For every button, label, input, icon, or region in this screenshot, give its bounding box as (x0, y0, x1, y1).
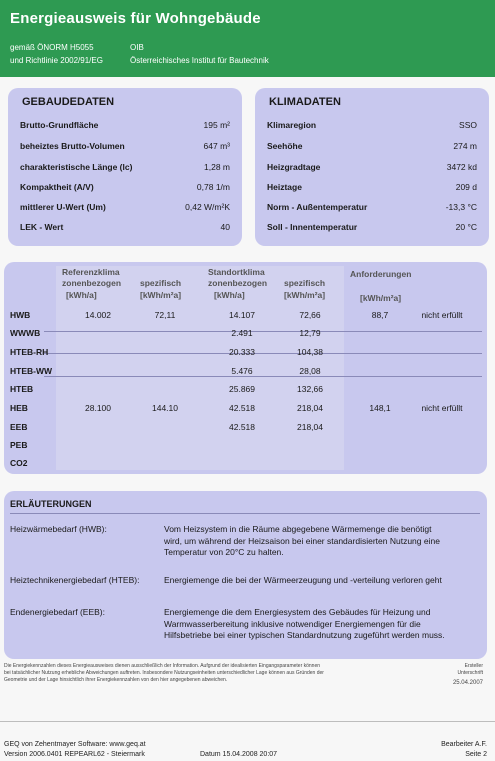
page-number: Seite 2 (465, 751, 487, 758)
data-row (20, 182, 230, 194)
oib-label: OIB (130, 43, 144, 52)
row-label: beheiztes Brutto-Volumen (20, 141, 125, 151)
status-value: nicht erfüllt (421, 310, 463, 320)
row-label: LEK - Wert (20, 222, 64, 232)
ref-unit-spec: [kWh/m²a] (140, 290, 182, 300)
row-value: 209 d (455, 182, 477, 192)
std-unit-zone: [kWh/a] (214, 290, 245, 300)
row-label: Heiztage (267, 182, 302, 192)
std-header-spec: spezifisch (284, 278, 326, 288)
erlaeuterungen-title: ERLÄUTERUNGEN (10, 499, 92, 509)
std-zone-value: 14.107 (229, 310, 255, 320)
stamp-label: Unterschrift (457, 670, 483, 676)
row-value: 20 °C (455, 222, 477, 232)
directive-line: und Richtlinie 2002/91/EG (10, 56, 103, 65)
std-spec-value: 218,04 (297, 403, 323, 413)
std-zone-value: 2.491 (231, 328, 253, 338)
data-row (267, 120, 477, 132)
row-value: 274 m (453, 141, 477, 151)
erlaeuterungen-panel (4, 491, 487, 659)
definition-line: Energiemenge die dem Energiesystem des Gebäudes für Heizung und (164, 607, 431, 617)
norm-reference (10, 41, 103, 67)
anf-unit: [kWh/m²a] (360, 293, 402, 303)
institute-name: Österreichisches Institut für Bautechnik (130, 56, 269, 65)
definition-text (164, 524, 479, 559)
definition-line: Warmwasserbereitung inklusive notwendiger Energiemengen für die (164, 618, 421, 629)
stamp-label: Ersteller (464, 663, 483, 669)
row-label: Klimaregion (267, 120, 317, 130)
definition-line: Hilfsbetriebe bei einer typischen Standardnutzung zugeführt werden muss. (164, 630, 445, 640)
ref-spec-value: 72,11 (154, 310, 176, 320)
data-row (20, 202, 230, 214)
row-value: 195 m² (203, 120, 230, 130)
definition-term: Heiztechnikenergiebedarf (HTEB): (10, 575, 140, 585)
footer-divider (0, 721, 495, 722)
std-spec-value: 72,66 (299, 310, 321, 320)
disclaimer-line: Die Energiekennzahlen dieses Energieausweises dienen ausschließlich der Information. Aufgrund der idealisierten Eingangsparameter können (4, 663, 321, 669)
std-header-title: Standortklima (208, 267, 265, 277)
data-row (267, 141, 477, 153)
std-zone-value: 42.518 (229, 403, 255, 413)
row-value: -13,3 °C (445, 202, 477, 212)
gebaeudedaten-panel (8, 88, 242, 246)
row-label: PEB (10, 440, 28, 450)
std-zone-value: 20.333 (229, 347, 255, 357)
editor-info: Bearbeiter A.F. (441, 741, 487, 748)
row-value: 647 m³ (203, 141, 230, 151)
std-zone-value: 42.518 (229, 422, 255, 432)
row-label: Soll - Innentemperatur (267, 222, 358, 232)
software-credit: GEQ von Zehentmayer Software: www.geq.at (4, 741, 146, 748)
ref-header-title: Referenzklima (62, 267, 120, 277)
definition-line: Energiemenge die bei der Wärmeerzeugung und -verteilung verloren geht (164, 575, 442, 585)
row-label: HWB (10, 310, 31, 320)
row-label: Seehöhe (267, 141, 303, 151)
ref-spec-value: 144.10 (152, 403, 178, 413)
anf-header: Anforderungen (350, 269, 412, 279)
std-spec-value: 218,04 (297, 422, 323, 432)
status-value: nicht erfüllt (421, 403, 463, 413)
document-title: Energieausweis für Wohngebäude (10, 10, 261, 27)
req-value: 148,1 (369, 403, 391, 413)
data-row (267, 202, 477, 214)
row-value: 0,42 W/m²K (185, 202, 230, 212)
data-row (267, 162, 477, 174)
row-label: Kompaktheit (A/V) (20, 182, 94, 192)
row-label: Norm - Außentemperatur (267, 202, 368, 212)
definition-term: Heizwärmebedarf (HWB): (10, 524, 107, 534)
data-row (267, 222, 477, 234)
row-label: charakteristische Länge (lc) (20, 162, 133, 172)
row-label: Heizgradtage (267, 162, 321, 172)
std-spec-value: 12,79 (299, 328, 321, 338)
ref-header-spec: spezifisch (140, 278, 182, 288)
row-value: 1,28 m (204, 162, 230, 172)
header-banner (0, 0, 495, 77)
ref-zone-value: 14.002 (85, 310, 111, 320)
row-label: CO2 (10, 458, 28, 468)
row-label: Brutto-Grundfläche (20, 120, 99, 130)
data-row (20, 162, 230, 174)
ref-zone-value: 28.100 (85, 403, 111, 413)
std-zone-value: 5.476 (231, 366, 253, 376)
row-label: EEB (10, 422, 28, 432)
std-spec-value: 104,38 (297, 347, 323, 357)
date-info: Datum 15.04.2008 20:07 (200, 751, 278, 758)
definition-line: Temperatur von 20°C zu halten. (164, 547, 284, 557)
row-label: HTEB-WW (10, 366, 53, 376)
ref-header-zone: zonenbezogen (62, 278, 122, 288)
data-row (20, 222, 230, 234)
disclaimer-line: bei tatsächlicher Nutzung erhebliche Abweichungen auftreten. Insbesondere Nutzungseinheiten unterschiedlicher Lage können aus Gründen der (4, 670, 324, 676)
definition-text (164, 607, 479, 642)
definition-line: Vom Heizsystem in die Räume abgegebene Wärmemenge die benötigt (164, 524, 432, 534)
data-row (20, 120, 230, 132)
ref-unit-zone: [kWh/a] (66, 290, 97, 300)
row-value: SSO (459, 120, 477, 130)
row-label: HTEB (10, 384, 34, 394)
klimadaten-panel (255, 88, 489, 246)
definition-text (164, 575, 479, 587)
definition-term: Endenergiebedarf (EEB): (10, 607, 105, 617)
row-divider (44, 376, 482, 377)
row-value: 3472 kd (446, 162, 477, 172)
stamp-date: 25.04.2007 (452, 680, 483, 686)
std-unit-spec: [kWh/m²a] (284, 290, 326, 300)
std-spec-value: 132,66 (297, 384, 323, 394)
klimadaten-title: KLIMADATEN (269, 96, 341, 108)
institute-reference (130, 41, 269, 67)
row-label: WWWB (10, 328, 41, 338)
norm-line: gemäß ÖNORM H5055 (10, 43, 94, 52)
std-header (208, 267, 267, 289)
row-value: 40 (220, 222, 230, 232)
ref-header (62, 267, 121, 289)
data-row (20, 141, 230, 153)
data-row (267, 182, 477, 194)
row-label: HTEB-RH (10, 347, 49, 357)
disclaimer-line: Geometrie und der Lage hinsichtlich ihrer Energiekennzahlen von den hier angegebenen abweichen. (4, 677, 228, 683)
version-info: Version 2006.0401 REPEARL62 - Steiermark (4, 751, 145, 758)
std-zone-value: 25.869 (229, 384, 255, 394)
row-label: HEB (10, 403, 28, 413)
req-value: 88,7 (371, 310, 389, 320)
std-header-zone: zonenbezogen (208, 278, 268, 288)
row-value: 0,78 1/m (196, 182, 230, 192)
std-spec-value: 28,08 (299, 366, 321, 376)
definition-line: wird, um während der Heizsaison bei einer standardisierten Nutzung eine (164, 535, 440, 546)
gebaeudedaten-title: GEBAUDEDATEN (22, 96, 115, 108)
title-divider (10, 513, 480, 514)
energy-table-panel (4, 262, 487, 474)
row-label: mittlerer U-Wert (Um) (20, 202, 106, 212)
